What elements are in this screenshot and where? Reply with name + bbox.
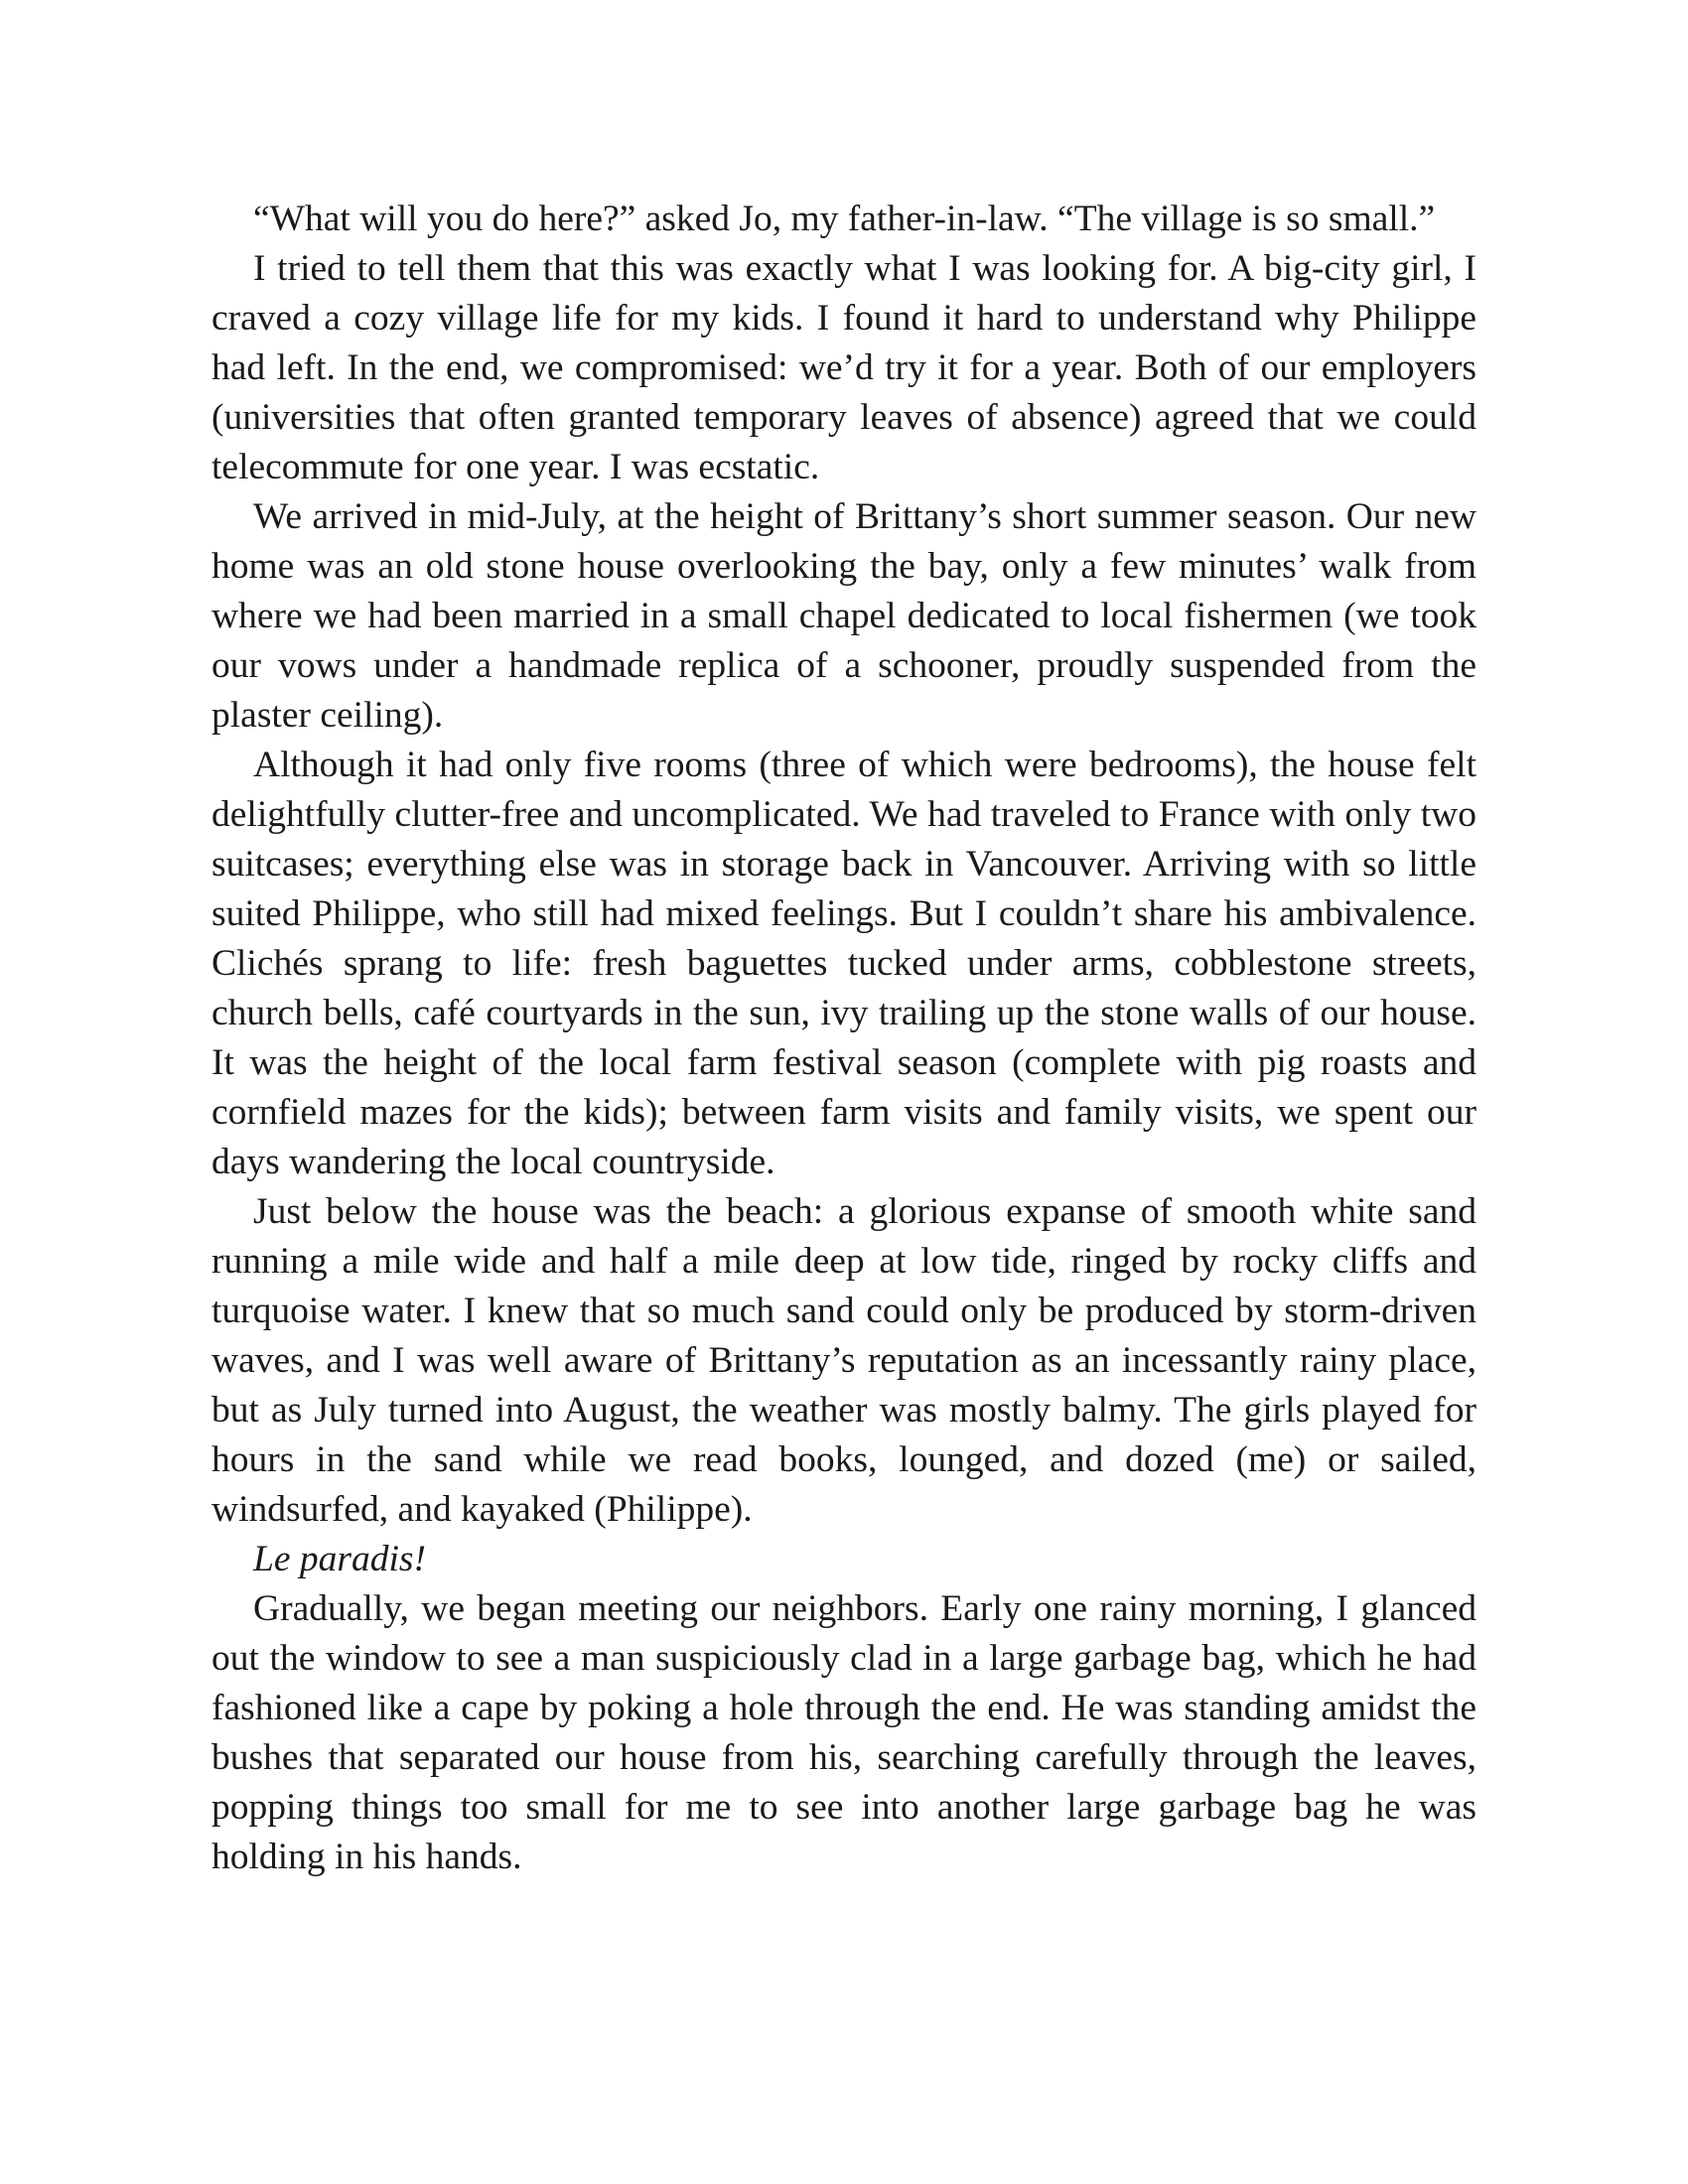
- paragraph: “What will you do here?” asked Jo, my father-in-law. “The village is so small.”: [253, 199, 1436, 239]
- paragraph: I tried to tell them that this was exactly what I was looking for. A big-city girl, I craved a cozy village life for my kids. I found it hard to understand why Philippe had left. In the end, we compromised: we’d try it for a year. Both of our employers (universities that often granted temporary leaves of absence) agreed that we could telecommute for one year. I was ecstatic.: [211, 248, 1477, 487]
- page-body: [211, 195, 1477, 1882]
- paragraph: Just below the house was the beach: a glorious expanse of smooth white sand running a mile wide and half a mile deep at low tide, ringed by rocky cliffs and turquoise water. I knew that so much sand could only be produced by storm-driven waves, and I was well aware of Brittany’s reputation as an incessantly rainy place, but as July turned into August, the weather was mostly balmy. The girls played for hours in the sand while we read books, lounged, and dozed (me) or sailed, windsurfed, and kayaked (Philippe).: [211, 1191, 1477, 1530]
- paragraph: Although it had only five rooms (three of which were bedrooms), the house felt delightfully clutter-free and uncomplicated. We had traveled to France with only two suitcases; everything else was in storage back in Vancouver. Arriving with so little suited Philippe, who still had mixed feelings. But I couldn’t share his ambivalence. Clichés sprang to life: fresh baguettes tucked under arms, cobblestone streets, church bells, café courtyards in the sun, ivy trailing up the stone walls of our house. It was the height of the local farm festival season (complete with pig roasts and cornfield mazes for the kids); between farm visits and family visits, we spent our days wandering the local countryside.: [211, 745, 1477, 1182]
- italic-exclamation: Le paradis!: [253, 1539, 426, 1579]
- paragraph: We arrived in mid-July, at the height of Brittany’s short summer season. Our new home was an old stone house overlooking the bay, only a few minutes’ walk from where we had been married in a small chapel dedicated to local fishermen (we took our vows under a handmade replica of a schooner, proudly suspended from the plaster ceiling).: [211, 496, 1477, 736]
- paragraph: Gradually, we began meeting our neighbors. Early one rainy morning, I glanced out the window to see a man suspiciously clad in a large garbage bag, which he had fashioned like a cape by poking a hole through the end. He was standing amidst the bushes that separated our house from his, searching carefully through the leaves, popping things too small for me to see into another large garbage bag he was holding in his hands.: [211, 1588, 1477, 1877]
